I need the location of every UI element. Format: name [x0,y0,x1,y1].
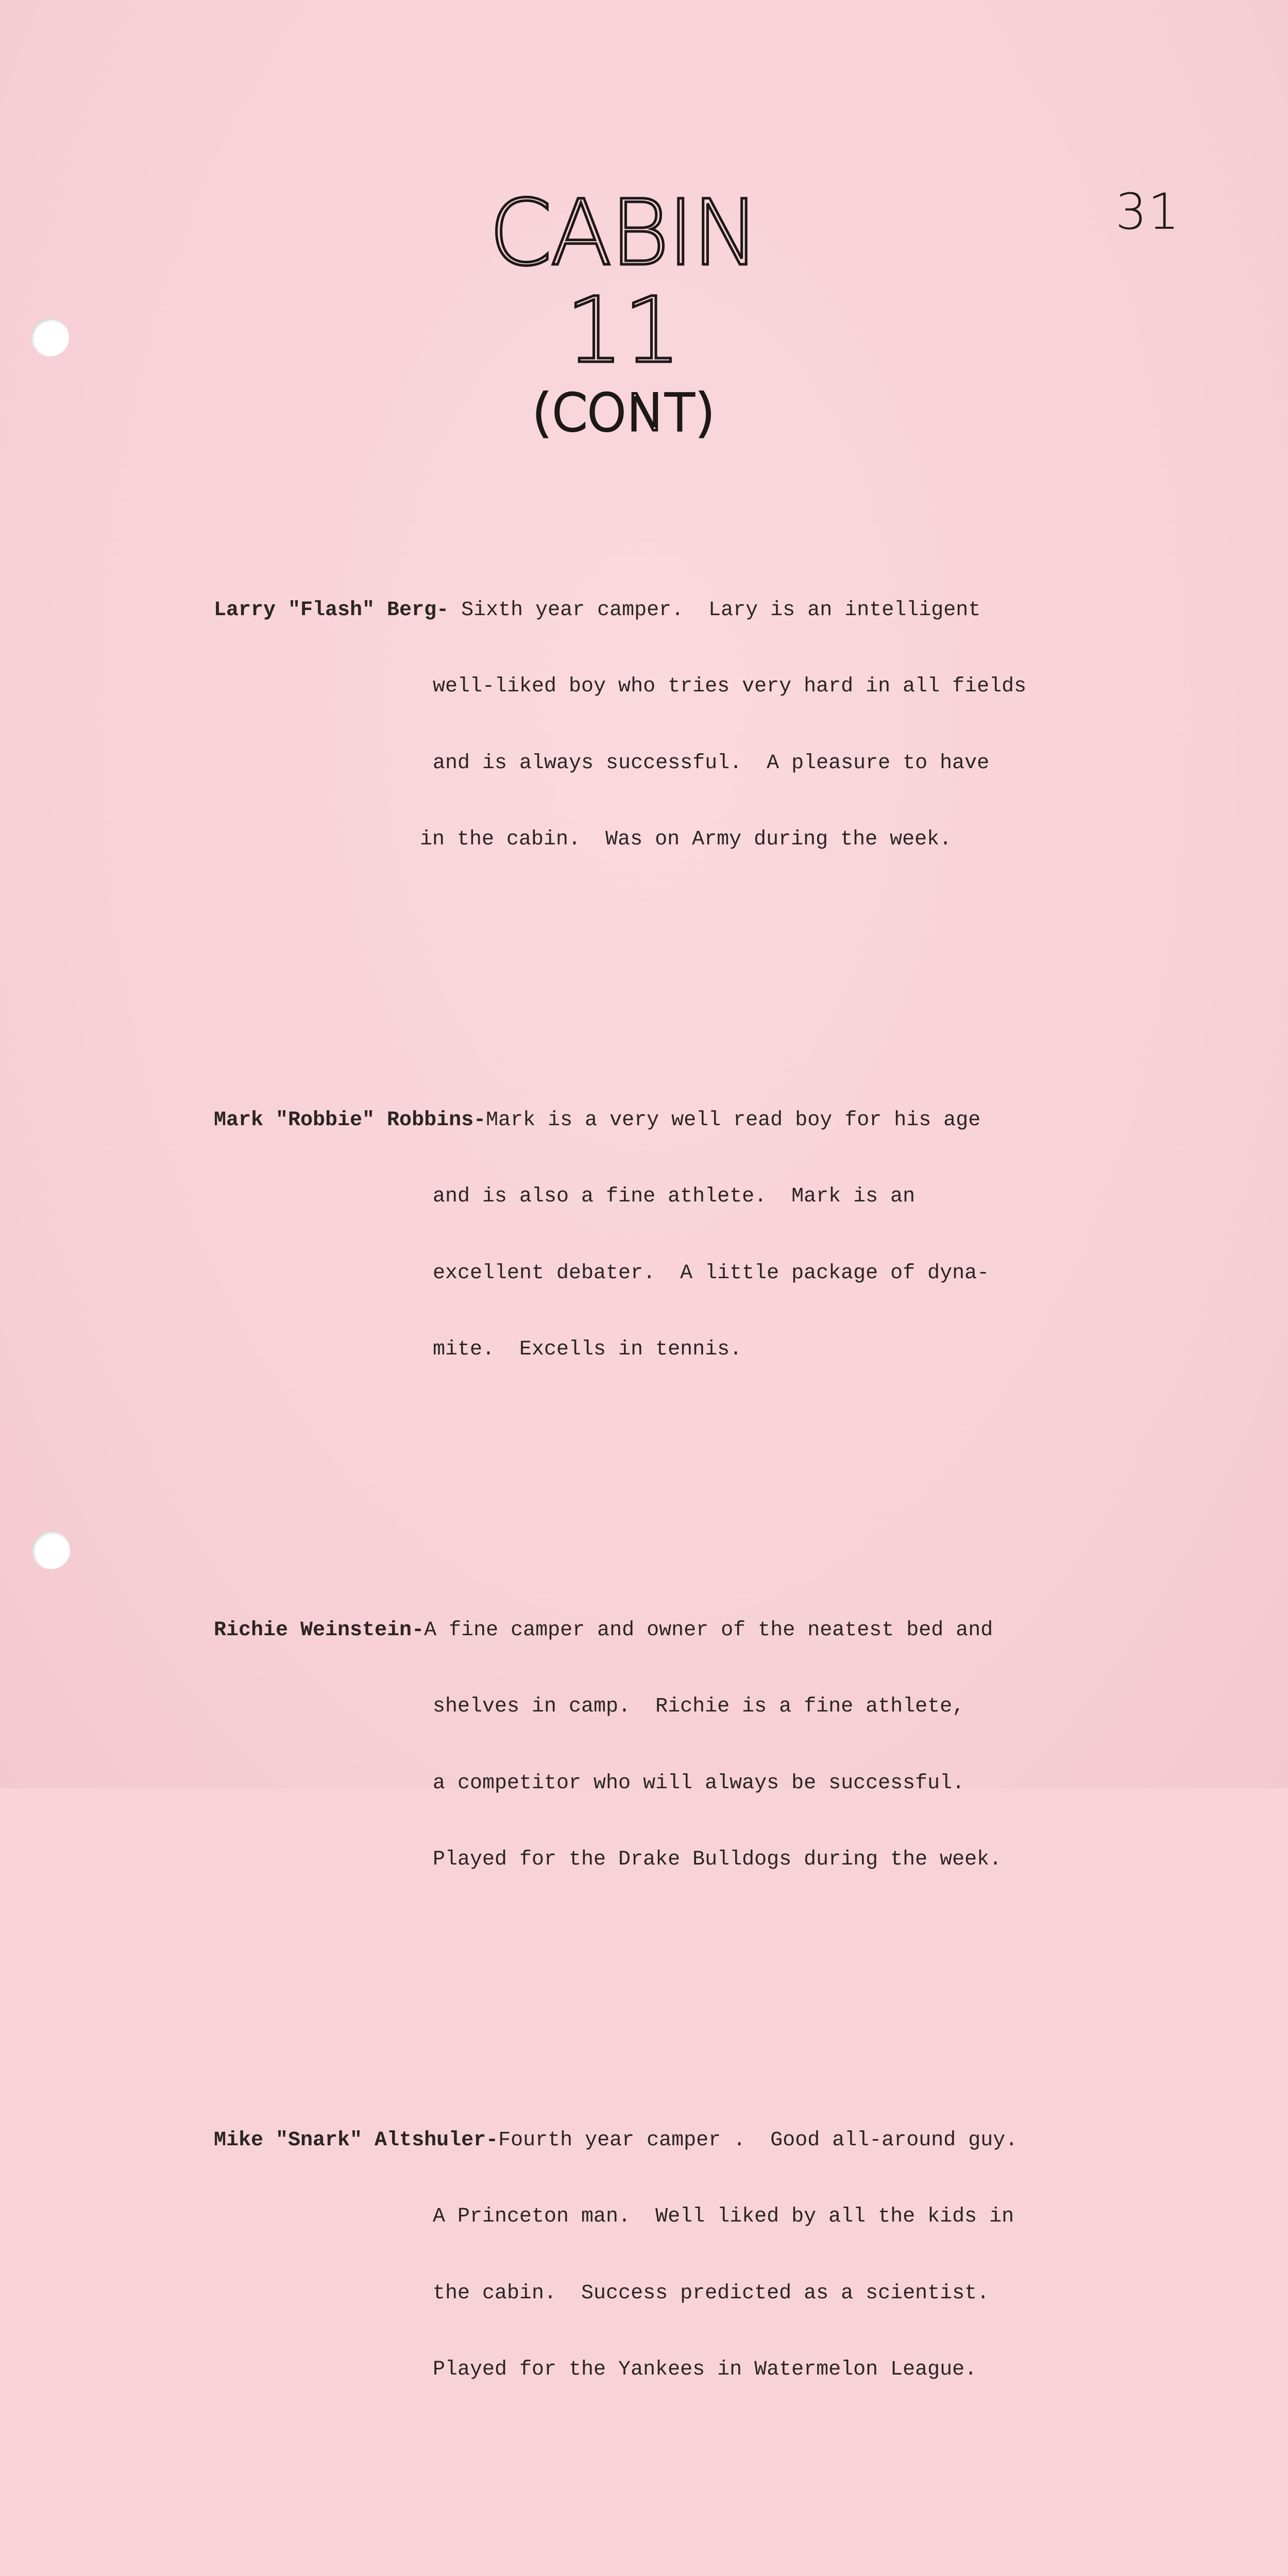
entry-text: shelves in camp. Richie is a fine athlete, [433,1695,965,1718]
punch-hole-top [31,318,69,357]
page-number: 31 [1115,183,1181,241]
entry-text: Played for the Drake Bulldogs during the week. [433,1848,1002,1871]
entry-text: Mark is a very well read boy for his age [486,1108,981,1132]
title-line-cont: (CONT) [532,384,715,443]
entry-text: Fourth year camper . Good all-around guy. [498,2128,1018,2152]
entry-text: mite. Excells in tennis. [433,1338,742,1361]
entry-text: excellent debater. A little package of dyna- [433,1261,990,1285]
title-line-cabin: CABIN [488,180,758,286]
camper-entries [214,470,1090,2576]
camper-entry [214,1567,1090,1924]
entry-text: a competitor who will always be successful. [433,1771,965,1795]
entry-text: the cabin. Success predicted as a scientist. [433,2281,990,2305]
camper-name: Larry "Flash" Berg- [214,598,449,622]
camper-name: Richie Weinstein- [214,1618,425,1642]
entry-text: and is also a fine athlete. Mark is an [433,1185,916,1208]
entry-text: Sixth year camper. Lary is an intelligent [449,598,981,622]
camper-name: Mark "Robbie" Robbins- [214,1108,486,1132]
page-title [438,180,809,443]
entry-text: and is always successful. A pleasure to have [433,751,990,775]
entry-text: well-liked boy who tries very hard in all fields [433,675,1027,698]
title-line-number: 11 [566,278,681,383]
camper-entry [214,547,1090,904]
camper-entry [214,2077,1090,2434]
camper-name: Mike "Snark" Altshuler- [214,2128,499,2152]
camper-entry [214,1057,1090,1414]
entry-text: A Princeton man. Well liked by all the kids in [433,2205,1014,2228]
entry-text: Played for the Yankees in Watermelon League. [433,2358,977,2381]
punch-hole-bottom [32,1531,70,1569]
entry-text: A fine camper and owner of the neatest bed and [424,1618,993,1642]
entry-text: in the cabin. Was on Army during the week. [420,828,952,851]
